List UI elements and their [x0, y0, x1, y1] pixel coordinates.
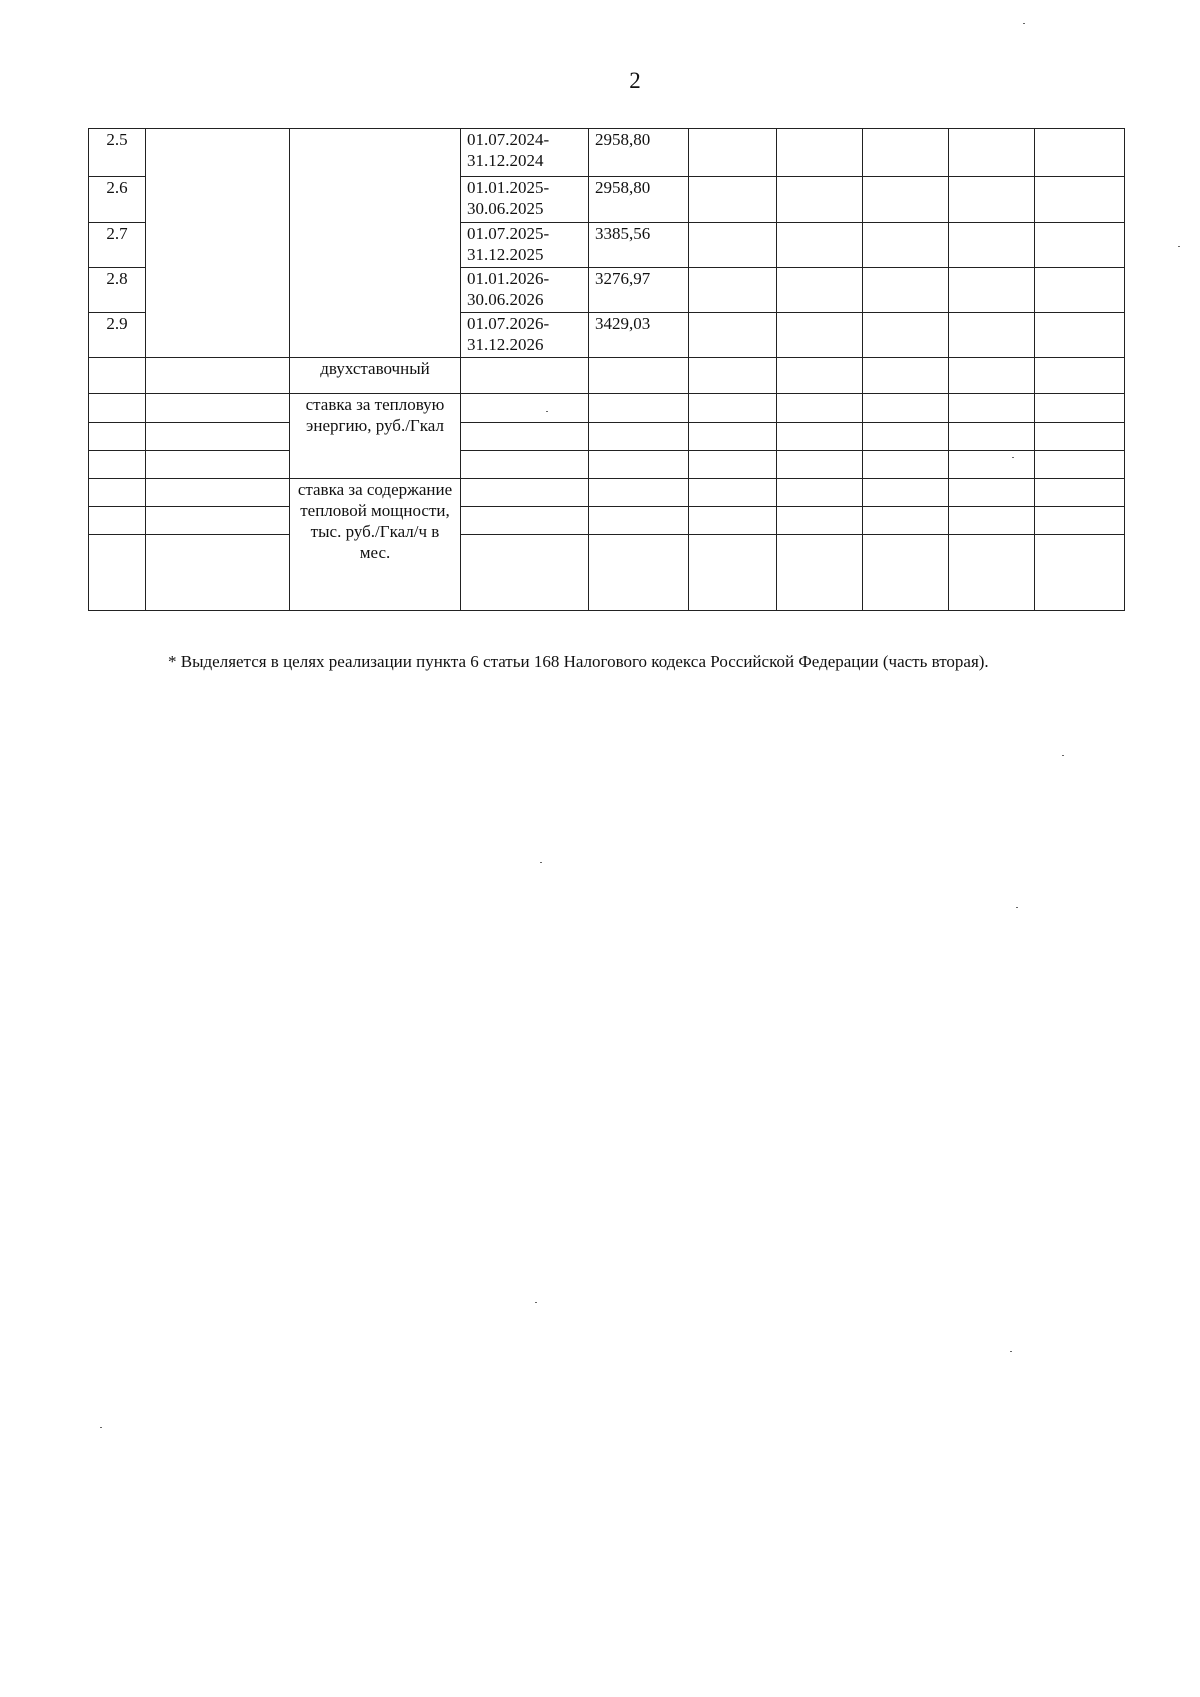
- table-row: [89, 479, 1125, 507]
- row-number: 2.9: [89, 313, 146, 358]
- tariff-table: [88, 128, 1125, 611]
- value-cell: 3429,03: [589, 313, 689, 358]
- energy-rate-label: ставка за тепловую энергию, руб./Гкал: [290, 394, 461, 479]
- empty-cell: [290, 129, 461, 358]
- value-cell: 3276,97: [589, 268, 689, 313]
- row-number: 2.6: [89, 177, 146, 223]
- value-cell: 3385,56: [589, 223, 689, 268]
- table-row: [89, 129, 1125, 177]
- period-cell: 01.07.2026-31.12.2026: [461, 313, 589, 358]
- row-number: 2.5: [89, 129, 146, 177]
- value-cell: 2958,80: [589, 129, 689, 177]
- row-number: 2.8: [89, 268, 146, 313]
- period-cell: 01.07.2025-31.12.2025: [461, 223, 589, 268]
- table-row: [89, 507, 1125, 535]
- table-row: [89, 394, 1125, 423]
- row-number: 2.7: [89, 223, 146, 268]
- empty-cell: [146, 129, 290, 358]
- capacity-rate-label: ставка за содержание тепловой мощности, тыс. руб./Гкал/ч в мес.: [290, 479, 461, 611]
- period-cell: 01.01.2026-30.06.2026: [461, 268, 589, 313]
- table-row: [89, 535, 1125, 611]
- period-cell: 01.01.2025-30.06.2025: [461, 177, 589, 223]
- table-row: [89, 358, 1125, 394]
- table-row: [89, 423, 1125, 451]
- two-rate-label: двухставочный: [290, 358, 461, 394]
- page-number: 2: [629, 68, 641, 93]
- value-cell: 2958,80: [589, 177, 689, 223]
- period-cell: 01.07.2024-31.12.2024: [461, 129, 589, 177]
- footnote: * Выделяется в целях реализации пункта 6 статьи 168 Налогового кодекса Российской Федерации (часть вторая).: [168, 652, 989, 671]
- table-row: [89, 451, 1125, 479]
